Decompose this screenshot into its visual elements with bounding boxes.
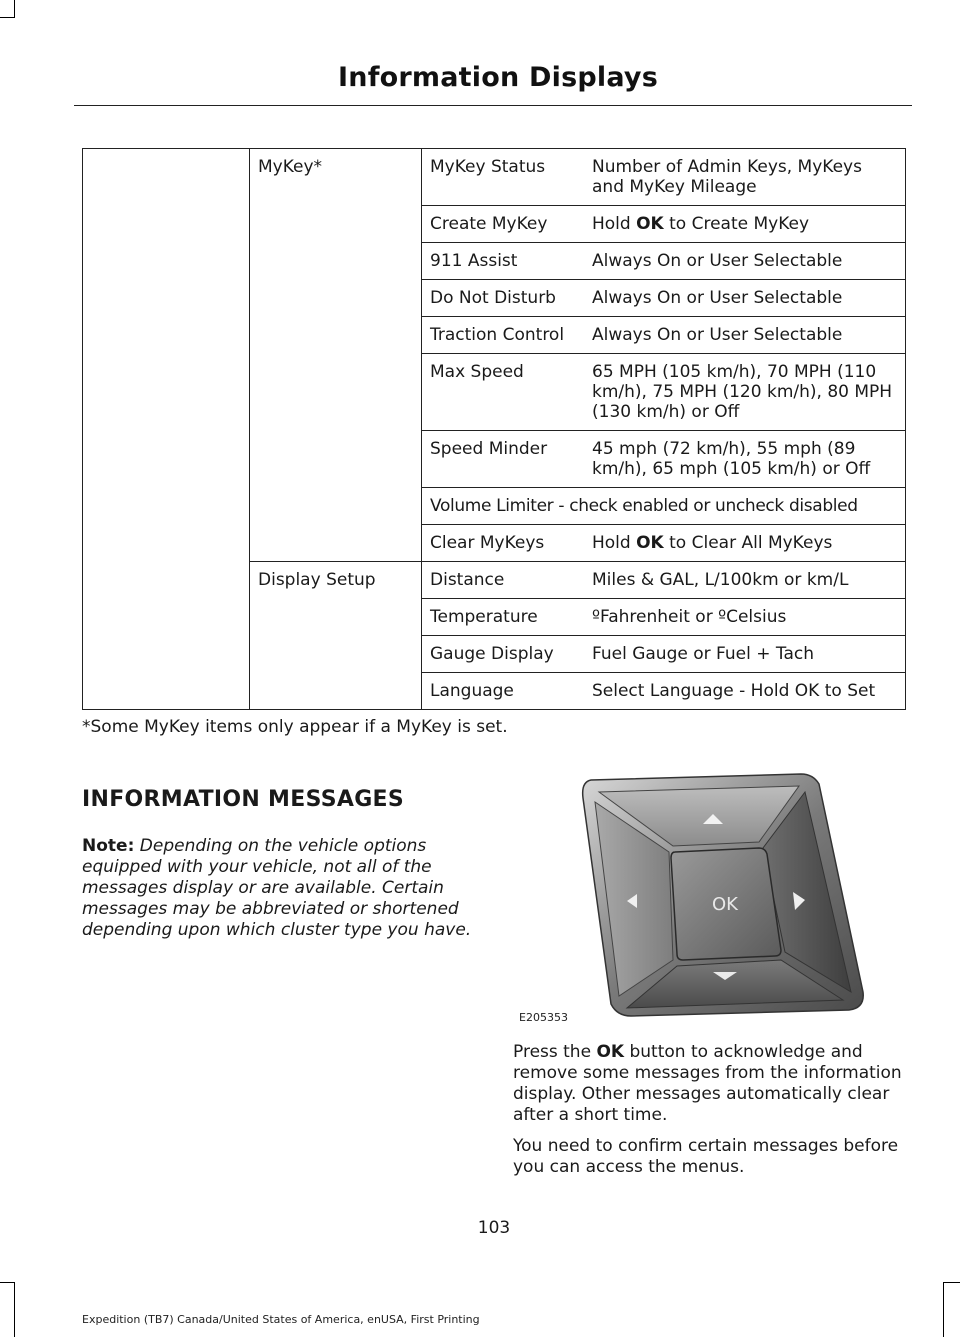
note-label: Note:	[82, 836, 135, 856]
ok-button-label: OK	[712, 894, 738, 915]
category-display-setup: Display Setup	[250, 562, 422, 710]
page-number: 103	[477, 1218, 511, 1238]
category-mykey: MyKey*	[250, 149, 422, 562]
table-empty-column	[83, 149, 250, 710]
page-footer: Expedition (TB7) Canada/United States of America, enUSA, First Printing	[82, 1313, 480, 1326]
table-cell-item: Max Speed	[422, 354, 585, 431]
table-cell-value: Fuel Gauge or Fuel + Tach	[584, 636, 906, 673]
steering-wheel-ok-button-pad-icon	[513, 764, 911, 1030]
table-cell-item: Gauge Display	[422, 636, 585, 673]
table-cell-value: ºFahrenheit or ºCelsius	[584, 599, 906, 636]
table-cell-value: Hold OK to Create MyKey	[584, 206, 906, 243]
page-title: Information Displays	[338, 62, 658, 93]
table-cell-value: Number of Admin Keys, MyKeys and MyKey Mileage	[584, 149, 906, 206]
table-row	[83, 149, 906, 206]
table-cell-item: 911 Assist	[422, 243, 585, 280]
table-cell-span: Volume Limiter - check enabled or uncheck disabled	[422, 488, 906, 525]
table-footnote: *Some MyKey items only appear if a MyKey is set.	[82, 717, 508, 737]
table-cell-item: Distance	[422, 562, 585, 599]
figure-id: E205353	[519, 1011, 568, 1024]
button-pad-illustration	[513, 764, 911, 1030]
note-text: Depending on the vehicle options equipped with your vehicle, not all of the messages display or are available. Certain messages may be abbreviated or shortened depending upon which cluster type you have.	[82, 836, 472, 940]
crop-mark-top-left	[14, 0, 15, 18]
table-cell-value: Always On or User Selectable	[584, 243, 906, 280]
settings-table	[82, 148, 906, 710]
crop-mark-bottom-right	[943, 1282, 944, 1337]
table-cell-value: Miles & GAL, L/100km or km/L	[584, 562, 906, 599]
crop-mark-bottom-left-h	[0, 1282, 15, 1283]
section-heading: INFORMATION MESSAGES	[82, 787, 405, 812]
note-paragraph	[82, 836, 482, 941]
table-cell-value: Hold OK to Clear All MyKeys	[584, 525, 906, 562]
table-cell-item: Do Not Disturb	[422, 280, 585, 317]
table-cell-item: Language	[422, 673, 585, 710]
crop-mark-top-left-h	[0, 17, 15, 18]
crop-mark-bottom-right-h	[943, 1282, 960, 1283]
table-cell-item: MyKey Status	[422, 149, 585, 206]
table-cell-value: 45 mph (72 km/h), 55 mph (89 km/h), 65 mph (105 km/h) or Off	[584, 431, 906, 488]
table-cell-item: Temperature	[422, 599, 585, 636]
table-cell-value: Always On or User Selectable	[584, 317, 906, 354]
table-cell-value: 65 MPH (105 km/h), 70 MPH (110 km/h), 75 MPH (120 km/h), 80 MPH (130 km/h) or Off	[584, 354, 906, 431]
table-cell-item: Speed Minder	[422, 431, 585, 488]
table-cell-item: Traction Control	[422, 317, 585, 354]
crop-mark-bottom-left	[14, 1282, 15, 1337]
paragraph-confirm-messages: You need to confirm certain messages before you can access the menus.	[513, 1136, 899, 1177]
paragraph-press-ok: Press the OK button to acknowledge and remove some messages from the information display. Other messages automatically clear after a short time.	[513, 1042, 902, 1125]
table-cell-item: Clear MyKeys	[422, 525, 585, 562]
table-cell-item: Create MyKey	[422, 206, 585, 243]
header-divider	[74, 105, 912, 106]
table-cell-value: Always On or User Selectable	[584, 280, 906, 317]
table-cell-value: Select Language - Hold OK to Set	[584, 673, 906, 710]
